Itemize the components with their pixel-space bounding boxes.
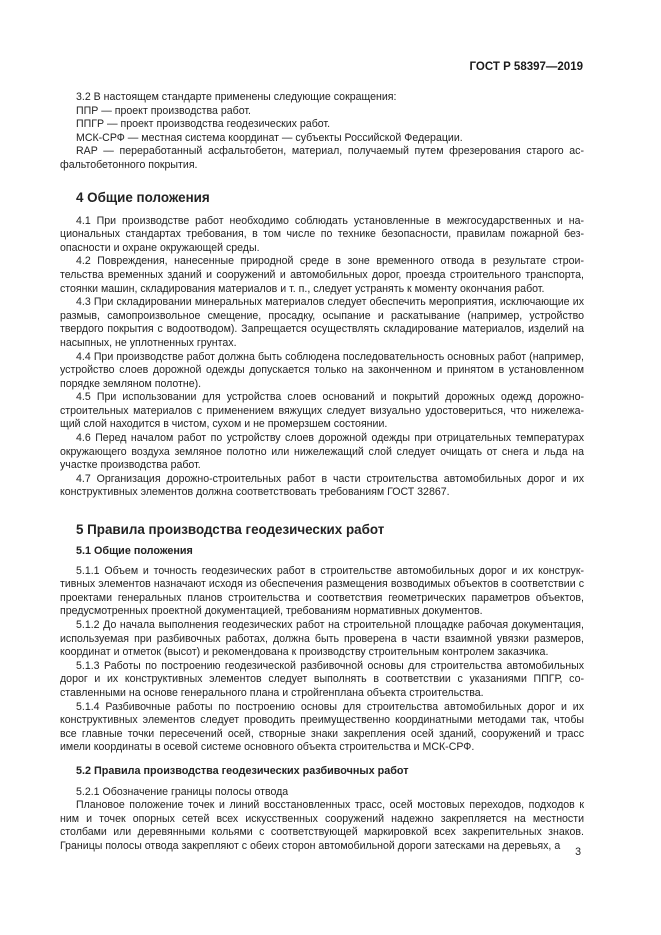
- paragraph-5-1-2: 5.1.2 До начала выполнения геодезических работ на строительной площадке рабочая документация, используемая при разбивочных работах, должна быть проверена в части взаимной увязки размеров, координат и отметок (высот) и рекомендована к производству строительным контролем заказчика.: [60, 619, 584, 659]
- paragraph-4-1: 4.1 При производстве работ необходимо соблюдать установленные в межгосударственных и национальных стандартах требования, в том числе по технике безопасности, правилам пожарной безопасности и охране окружающей среды.: [60, 214, 584, 254]
- abbreviation-item: ППГР — проект производства геодезических работ.: [76, 118, 331, 131]
- paragraph-4-5: 4.5 При использовании для устройства слоев оснований и покрытий дорожных одежд дорожно-строительных материалов с применением вяжущих следует визуально удостовериться, что нижележащий слой находится в чистом, сухом и не промерзшем состоянии.: [60, 391, 584, 431]
- paragraph-5-1-1: 5.1.1 Объем и точность геодезических работ в строительстве автомобильных дорог и их конструктивных элементов назначают исходя из обеспечения размещения возводимых объектов в соответствии с проектами генеральных планов строительства и соответствия геометрических параметров объектов, предусмотренных проектной документацией, требованиям нормативных документов.: [60, 564, 584, 618]
- abbreviation-item: ППР — проект производства работ.: [76, 104, 252, 117]
- page-number: 3: [575, 846, 581, 858]
- abbreviation-item: RAP — переработанный асфальтобетон, материал, получаемый путем фрезерования старого асфальтобетонного покрытия.: [60, 145, 584, 171]
- abbreviation-item: МСК-СРФ — местная система координат — субъекты Российской Федерации.: [76, 131, 463, 144]
- paragraph-4-2: 4.2 Повреждения, нанесенные природной среде в зоне временного отвода в результате строительства временных зданий и сооружений и автомобильных дорог, проезда строительного транспорта, стоянки машин, складирования материалов и т. п., следует устранять к моменту окончания работ.: [60, 255, 584, 295]
- paragraph-5-2-1-title: 5.2.1 Обозначение границы полосы отвода: [76, 785, 289, 798]
- paragraph-4-4: 4.4 При производстве работ должна быть соблюдена последовательность основных работ (например, устройство слоев дорожной одежды допускается только на законченном и принятом в установленном порядке земляном полотне).: [60, 350, 584, 390]
- subsection-5-2-heading: 5.2 Правила производства геодезических разбивочных работ: [76, 764, 409, 777]
- paragraph-4-7: 4.7 Организация дорожно-строительных работ в части строительства автомобильных дорог и их конструктивных элементов должна соответствовать требованиям ГОСТ 32867.: [60, 472, 584, 499]
- section-4-heading: 4 Общие положения: [76, 189, 210, 205]
- abbreviations-intro: 3.2 В настоящем стандарте применены следующие сокращения:: [76, 91, 397, 103]
- paragraph-5-2-1-body: Плановое положение точек и линий восстановленных трасс, осей мостовых переходов, подходов к ним и точек опорных сетей всех искусственных сооружений надежно закрепляется на местности столбами или деревянными кольями с соответствующей маркировкой всех закрепительных знаков. Границы полосы отвода закрепляют с обеих сторон автомобильной дороги затесками на деревьях, а: [60, 799, 584, 852]
- standard-header: ГОСТ Р 58397—2019: [469, 61, 583, 73]
- section-5-heading: 5 Правила производства геодезических работ: [76, 522, 385, 538]
- paragraph-4-3: 4.3 При складировании минеральных материалов следует обеспечить мероприятия, исключающие их размыв, самопроизвольное смещение, просадку, осыпание и раскатывание (например, устройство твердого покрытия с водоотводом). Запрещается осуществлять складирование материалов, изделий на насыпных, не уплотненных грунтах.: [60, 296, 584, 349]
- subsection-5-1-heading: 5.1 Общие положения: [76, 545, 193, 558]
- paragraph-5-1-3: 5.1.3 Работы по построению геодезической разбивочной основы для строительства автомобильных дорог и их конструктивных элементов следует выполнять в соответствии с указаниями ППГР, составленными на основе генерального плана и стройгенплана объекта строительства.: [60, 659, 584, 699]
- paragraph-4-6: 4.6 Перед началом работ по устройству слоев дорожной одежды при отрицательных температурах окружающего воздуха земляное полотно или нижележащий слой следует очищать от снега и льда на участке производства работ.: [60, 432, 584, 472]
- paragraph-5-1-4: 5.1.4 Разбивочные работы по построению основы для строительства автомобильных дорог и их конструктивных элементов следует проводить преимущественно координатными методами так, чтобы все главные точки пересечений осей, створные знаки закрепления осей зданий, сооружений и трасс имели координаты в осевой системе основного объекта строительства и МСК-СРФ.: [60, 700, 584, 754]
- page-content: [60, 91, 584, 854]
